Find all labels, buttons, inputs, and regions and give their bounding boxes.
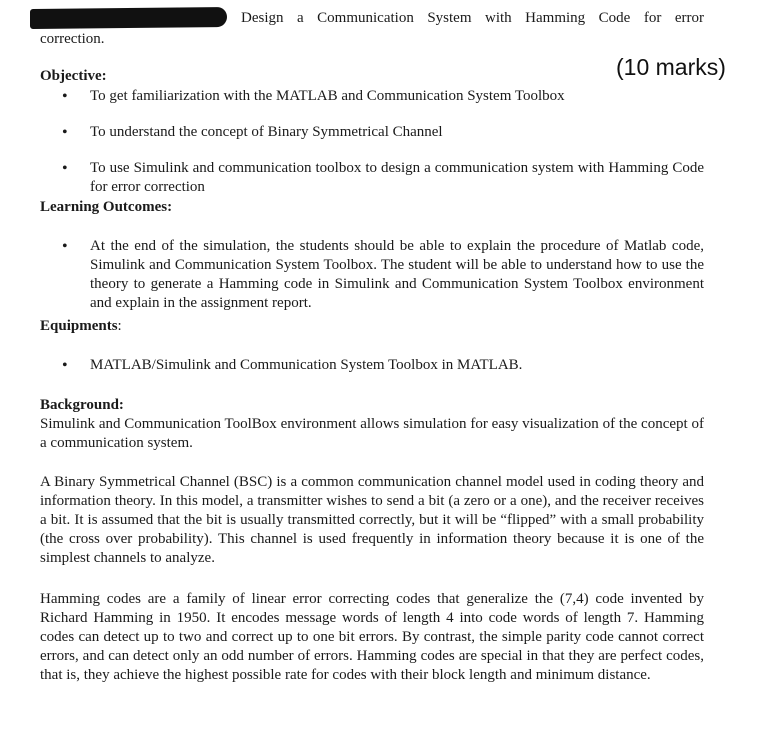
bullet-icon [62,237,72,257]
bullet-icon [62,159,72,179]
equipments-heading-text: Equipments [40,318,118,334]
bullet-icon [62,87,72,107]
assignment-title-continuation: correction. [40,31,105,47]
objective-item-text: To use Simulink and communication toolbox to design a communication system with Hamming Code for error correction [90,160,704,195]
background-heading: Background: [40,397,124,413]
background-paragraph-1: Simulink and Communication ToolBox environment allows simulation for easy visualization of the concept of a communication system. [40,416,704,451]
learning-outcome-text: At the end of the simulation, the students should be able to explain the procedure of Matlab code, Simulink and Communication System Toolbox. The student will be able to understand how to use the theory to generate a Hamming code in Simulink and Communication System Toolbox environment and explain in the assignment report. [90,238,704,311]
objective-item-text: To understand the concept of Binary Symmetrical Channel [90,124,443,140]
equipments-heading-colon: : [117,318,122,334]
objective-heading: Objective: [40,68,107,84]
marks-label: (10 marks) [616,54,726,80]
objective-item-text: To get familiarization with the MATLAB and Communication System Toolbox [90,88,565,104]
equipments-heading [40,317,122,336]
bullet-icon [62,356,72,376]
learning-outcomes-heading: Learning Outcomes: [40,199,173,215]
background-paragraph-3: Hamming codes are a family of linear error correcting codes that generalize the (7,4) code invented by Richard Hamming in 1950. It encodes message words of length 4 into code words of length 7. Hamming codes can detect up to two and correct up to one bit errors. By contrast, the simple parity code cannot correct errors, and can detect only an odd number of errors. Hamming codes are special in that they are perfect codes, that is, they achieve the highest possible rate for codes with their block length and minimum distance. [40,591,704,683]
equipments-item-text: MATLAB/Simulink and Communication System Toolbox in MATLAB. [90,357,523,373]
bullet-icon [62,123,72,143]
redacted-block [30,7,227,29]
background-paragraph-2: A Binary Symmetrical Channel (BSC) is a common communication channel model used in coding theory and information theory. In this model, a transmitter wishes to send a bit (a zero or a one), and the receiver receives a bit. It is assumed that the bit is usually transmitted correctly, but it will be “flipped” with a small probability (the cross over probability). This channel is used frequently in information theory because it is one of the simplest channels to analyze. [40,474,704,566]
assignment-title: Design a Communication System with Hamming Code for error [241,10,704,26]
